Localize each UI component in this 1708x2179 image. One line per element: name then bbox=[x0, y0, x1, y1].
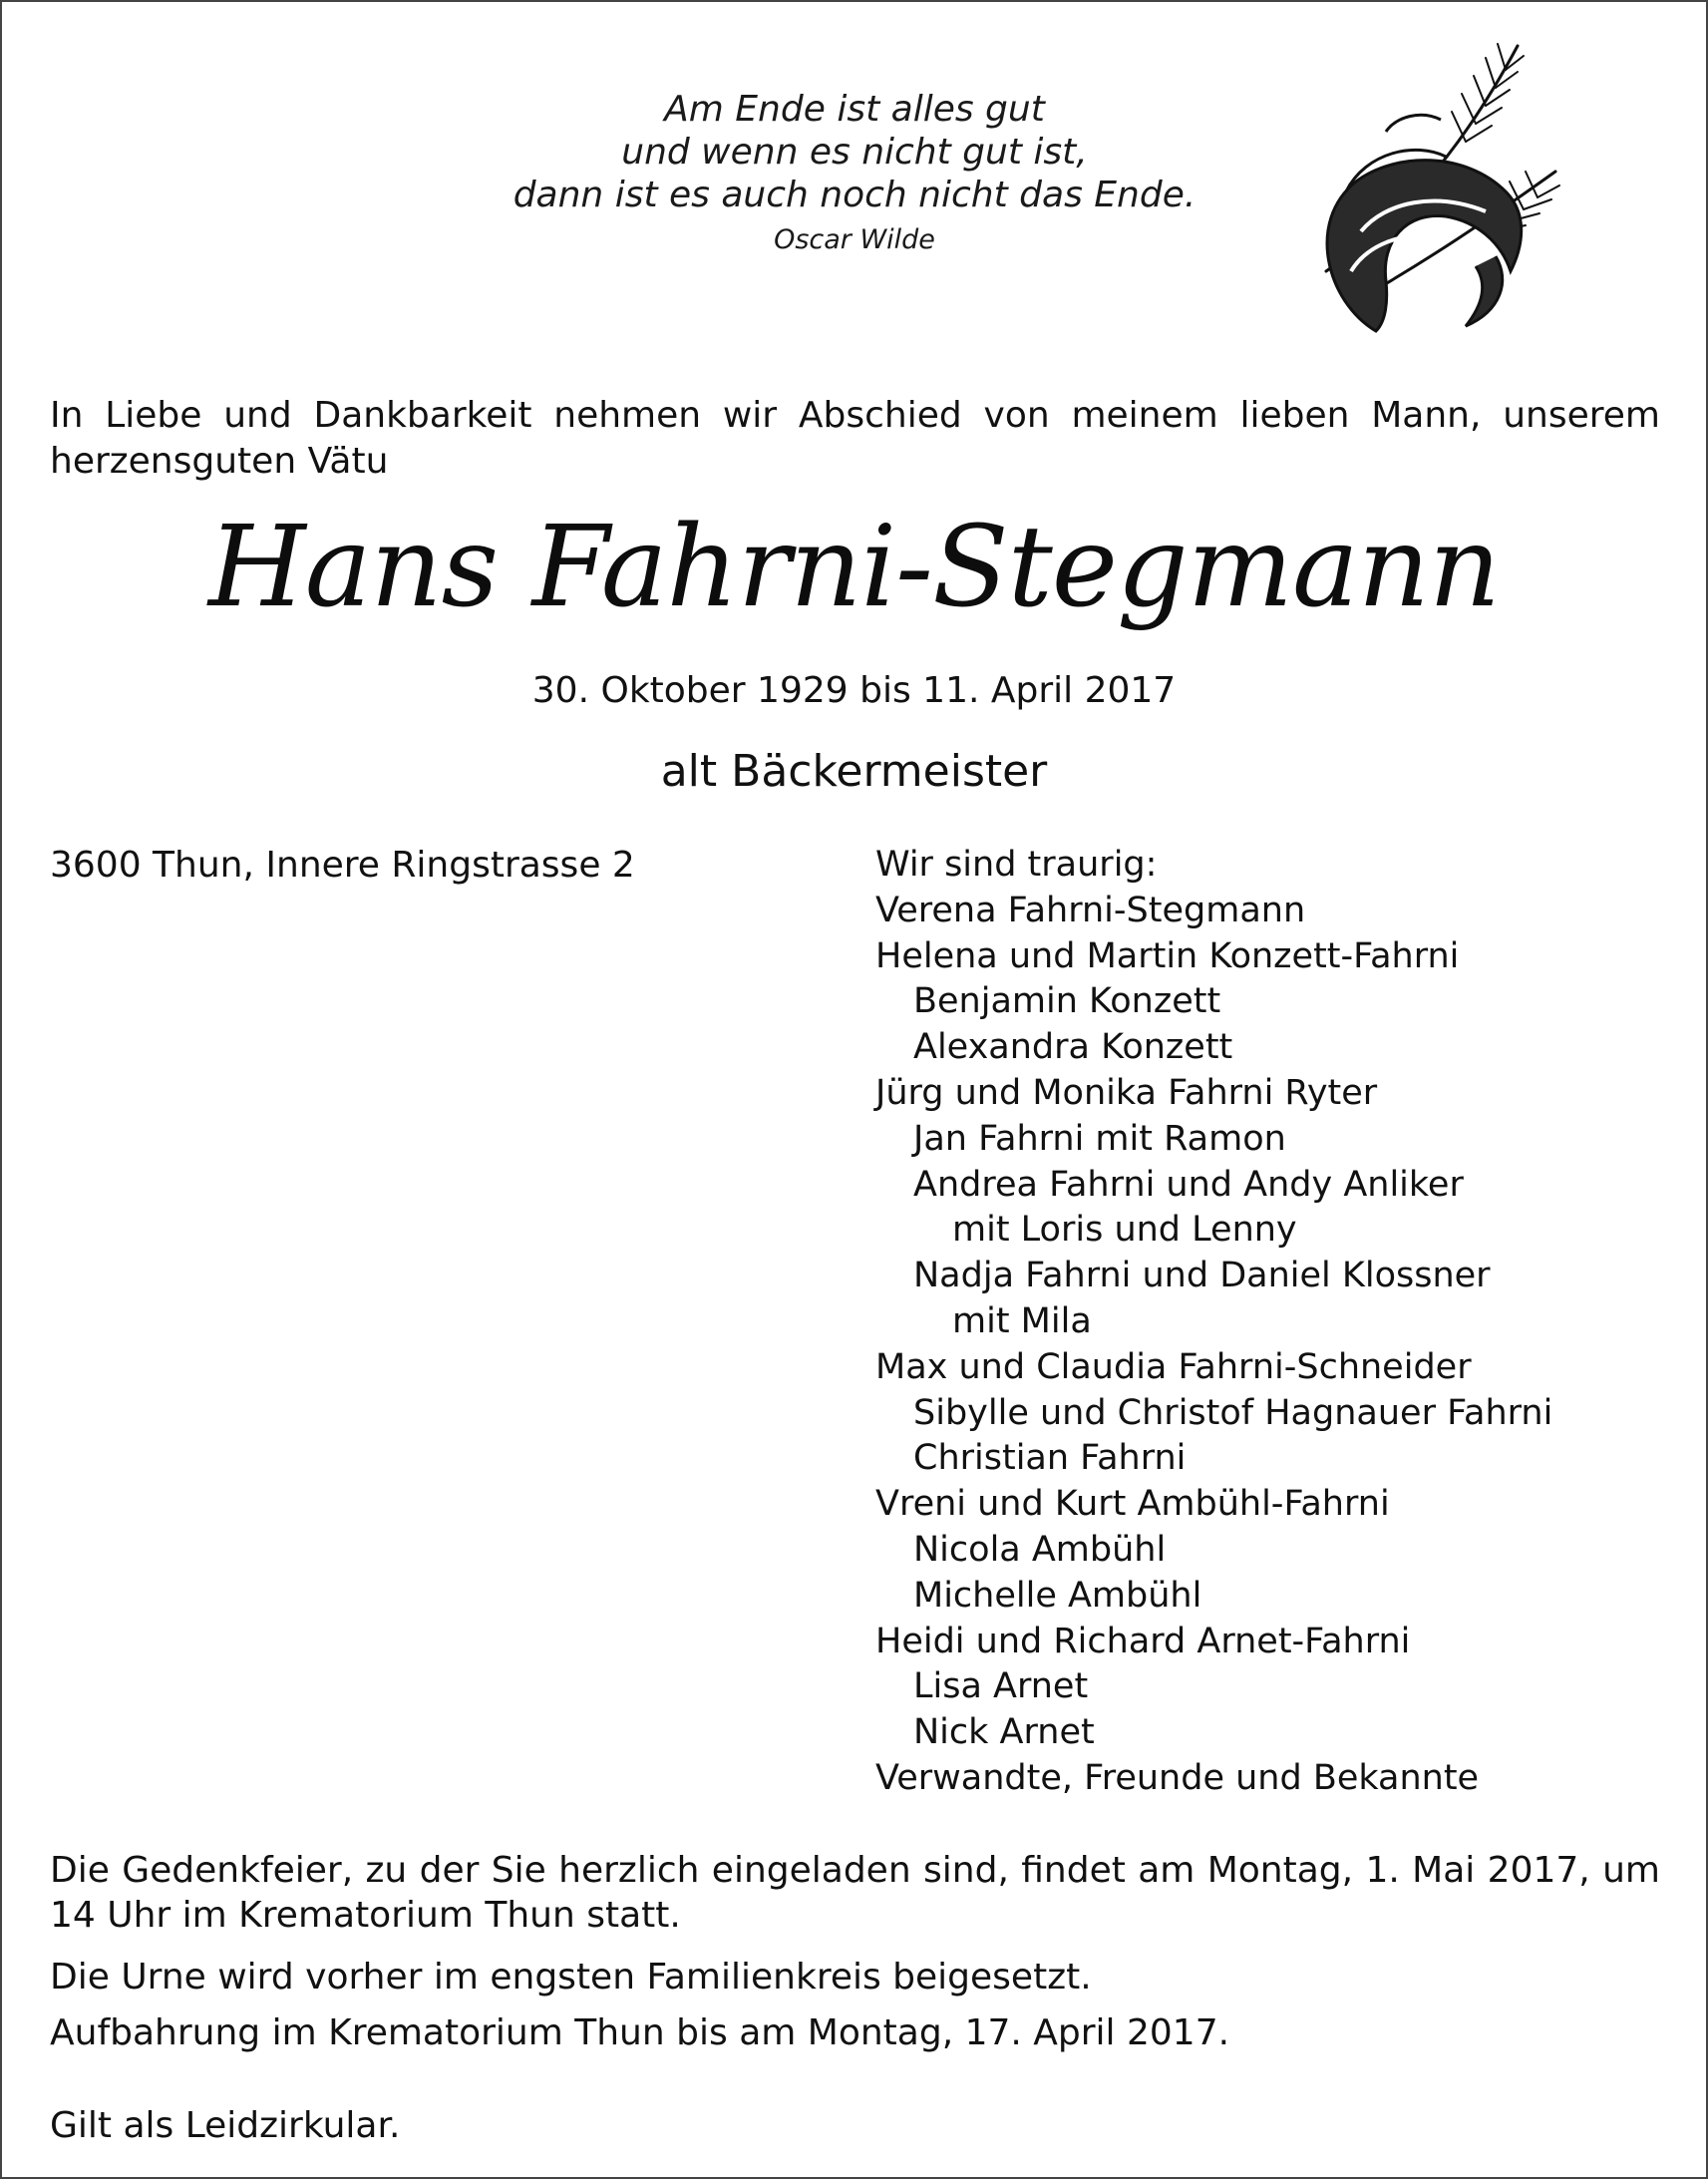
mourner-row: Nick Arnet bbox=[913, 1712, 1095, 1753]
mourner-row: Verwandte, Freunde und Bekannte bbox=[875, 1757, 1480, 1798]
mourner-row: Verena Fahrni-Stegmann bbox=[875, 890, 1306, 930]
mourner-row: mit Mila bbox=[952, 1300, 1092, 1341]
deceased-name: Hans Fahrni-Stegmann bbox=[208, 503, 1500, 632]
mourner-row: Helena und Martin Konzett-Fahrni bbox=[875, 935, 1460, 976]
quote-author: Oscar Wilde bbox=[774, 224, 935, 255]
circular-note: Gilt als Leidzirkular. bbox=[50, 2105, 401, 2146]
life-dates: 30. Oktober 1929 bis 11. April 2017 bbox=[531, 670, 1177, 711]
address: 3600 Thun, Innere Ringstrasse 2 bbox=[50, 845, 635, 886]
mourner-row: Nadja Fahrni und Daniel Klossner bbox=[913, 1256, 1491, 1296]
quote-line: und wenn es nicht gut ist, bbox=[621, 132, 1088, 173]
bread-and-wheat-icon bbox=[1286, 32, 1565, 371]
mourners-list bbox=[875, 843, 1693, 1802]
mourner-row: Alexandra Konzett bbox=[913, 1027, 1233, 1068]
profession: alt Bäckermeister bbox=[660, 746, 1048, 797]
mourner-row: Andrea Fahrni und Andy Anliker bbox=[913, 1164, 1464, 1205]
mourner-row: Michelle Ambühl bbox=[913, 1575, 1202, 1616]
mourner-row: Lisa Arnet bbox=[913, 1666, 1089, 1707]
quote-line: Am Ende ist alles gut bbox=[664, 89, 1045, 130]
intro-text: In Liebe und Dankbarkeit nehmen wir Abschied von meinem lieben Mann, unserem herzensguten Vätu bbox=[50, 395, 1660, 482]
viewing-text: Aufbahrung im Krematorium Thun bis am Montag, 17. April 2017. bbox=[50, 2012, 1230, 2053]
mourner-row: Sibylle und Christof Hagnauer Fahrni bbox=[913, 1392, 1553, 1433]
quote-line: dann ist es auch noch nicht das Ende. bbox=[512, 175, 1196, 215]
mourner-row: Jürg und Monika Fahrni Ryter bbox=[875, 1072, 1378, 1113]
mourner-row: mit Loris und Lenny bbox=[952, 1210, 1297, 1251]
mourner-row: Christian Fahrni bbox=[913, 1438, 1187, 1479]
mourner-row: Heidi und Richard Arnet-Fahrni bbox=[875, 1621, 1411, 1661]
mourner-row: Jan Fahrni mit Ramon bbox=[913, 1118, 1286, 1159]
ceremony-text: Die Gedenkfeier, zu der Sie herzlich eingeladen sind, findet am Montag, 1. Mai 2017, um 14 Uhr im Krematorium Thun statt. bbox=[50, 1850, 1660, 1936]
quote-block bbox=[401, 88, 1308, 264]
mourner-row: Nicola Ambühl bbox=[913, 1529, 1167, 1570]
urn-text: Die Urne wird vorher im engsten Familienkreis beigesetzt. bbox=[50, 1957, 1092, 1997]
mourner-row: Vreni und Kurt Ambühl-Fahrni bbox=[875, 1484, 1390, 1525]
mourner-row: Benjamin Konzett bbox=[913, 981, 1221, 1022]
mourner-row: Max und Claudia Fahrni-Schneider bbox=[875, 1346, 1472, 1387]
mourners-heading: Wir sind traurig: bbox=[875, 845, 1158, 885]
